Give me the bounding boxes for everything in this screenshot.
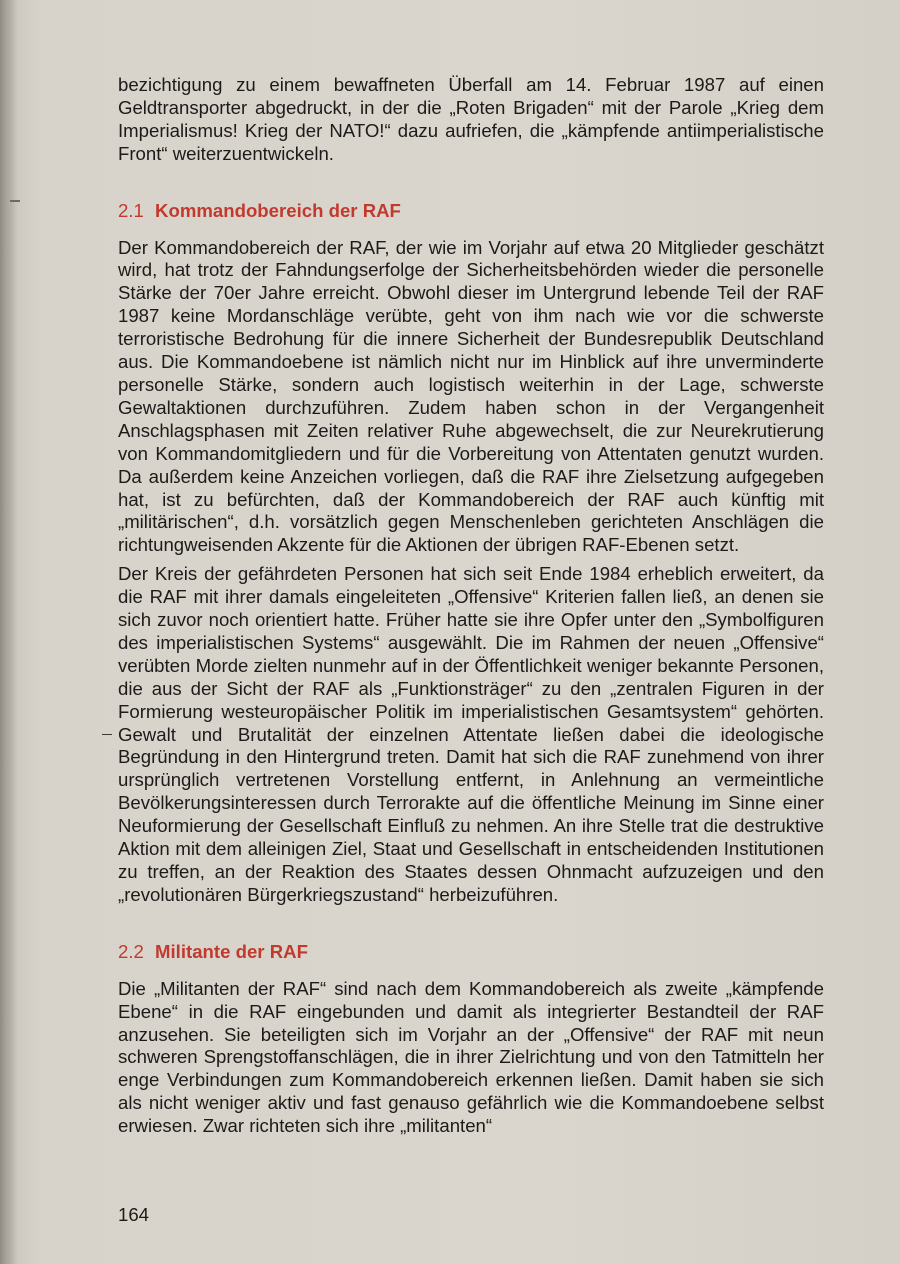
- page-number: 164: [118, 1204, 150, 1225]
- page-content: [118, 74, 824, 1138]
- section-heading-2-2: [118, 941, 824, 964]
- section-heading-2-1: [118, 200, 824, 223]
- margin-dash: [102, 734, 112, 735]
- binding-edge: [0, 0, 18, 1264]
- section-number: 2.2: [118, 940, 144, 962]
- section-2-1-paragraph-1: Der Kommandobereich der RAF, der wie im Vorjahr auf etwa 20 Mitglieder geschätzt wird, hat trotz der Fahndungserfolge der Sicherheitsbehörden wieder die personelle Stärke der 70er Jahre erreicht. Obwohl dieser im Untergrund lebende Teil der RAF 1987 keine Mordanschläge verübte, geht von ihm nach wie vor die schwerste terroristische Bedrohung für die innere Sicherheit der Bundesrepublik Deutschland aus. Die Kommandoebene ist nämlich nicht nur im Hinblick auf ihre unverminderte personelle Stärke, sondern auch logistisch weiterhin in der Lage, schwerste Gewaltaktionen durchzuführen. Zudem haben schon in der Vergangenheit Anschlagsphasen mit Zeiten relativer Ruhe abgewechselt, die zur Neurekrutierung von Kommandomitgliedern und für die Vorbereitung von Attentaten genutzt wurden. Da außerdem keine Anzeichen vorliegen, daß die RAF ihre Zielsetzung aufgegeben hat, ist zu befürchten, daß der Kommandobereich der RAF auch künftig mit „militärischen“, d.h. vorsätzlich gegen Menschenleben gerichteten Anschlägen die richtungweisenden Akzente für die Aktionen der übrigen RAF-Ebenen setzt.: [118, 236, 824, 556]
- section-title: Militante der RAF: [155, 940, 308, 962]
- section-2-2-paragraph-1: Die „Militanten der RAF“ sind nach dem Kommandobereich als zweite „kämpfende Ebene“ in die RAF eingebunden und damit als integrierter Bestandteil der RAF anzusehen. Sie beteiligten sich im Vorjahr an der „Offensive“ der RAF mit neun schweren Sprengstoffanschlägen, die in ihrer Zielrichtung und von den Tatmitteln her enge Verbindungen zum Kommandobereich erkennen ließen. Damit haben sie sich als nicht weniger aktiv und fast genauso gefährlich wie die Kommandoebene selbst erwiesen. Zwar richteten sich ihre „militanten“: [118, 977, 824, 1137]
- section-title: Kommandobereich der RAF: [155, 199, 401, 221]
- edge-mark: [10, 200, 20, 202]
- intro-paragraph: bezichtigung zu einem bewaffneten Überfall am 14. Februar 1987 auf einen Geldtransporter abgedruckt, in der die „Roten Brigaden“ mit der Parole „Krieg dem Imperialismus! Krieg der NATO!“ dazu aufriefen, die „kämpfende antiimperialistische Front“ weiterzuentwickeln.: [118, 74, 824, 164]
- section-2-1-paragraph-2: Der Kreis der gefährdeten Personen hat sich seit Ende 1984 erheblich erweitert, da die RAF mit ihrer damals eingeleiteten „Offensive“ Kriterien fallen ließ, an denen sie sich zuvor noch orientiert hatte. Früher hatte sie ihre Opfer unter den „Symbolfiguren des imperialistischen Systems“ ausgewählt. Die im Rahmen der neuen „Offensive“ verübten Morde zielten nunmehr auf in der Öffentlichkeit weniger bekannte Personen, die aus der Sicht der RAF als „Funktionsträger“ zu den „zentralen Figuren in der Formierung westeuropäischer Politik im imperialistischen Gesamtsystem“ gehörten. Gewalt und Brutalität der einzelnen Attentate ließen dabei die ideologische Begründung in den Hintergrund treten. Damit hat sich die RAF zunehmend von ihrer ursprünglich vertretenen Vorstellung entfernt, in Anlehnung an vermeintliche Bevölkerungsinteressen durch Terrorakte auf die öffentliche Meinung im Sinne einer Neuformierung der Gesellschaft Einfluß zu nehmen. An ihre Stelle trat die destruktive Aktion mit dem alleinigen Ziel, Staat und Gesellschaft in entscheidenden Institutionen zu treffen, an der Reaktion des Staates dessen Ohnmacht aufzuzeigen und den „revolutionären Bürgerkriegszustand“ herbeizuführen.: [118, 563, 824, 905]
- section-number: 2.1: [118, 199, 144, 221]
